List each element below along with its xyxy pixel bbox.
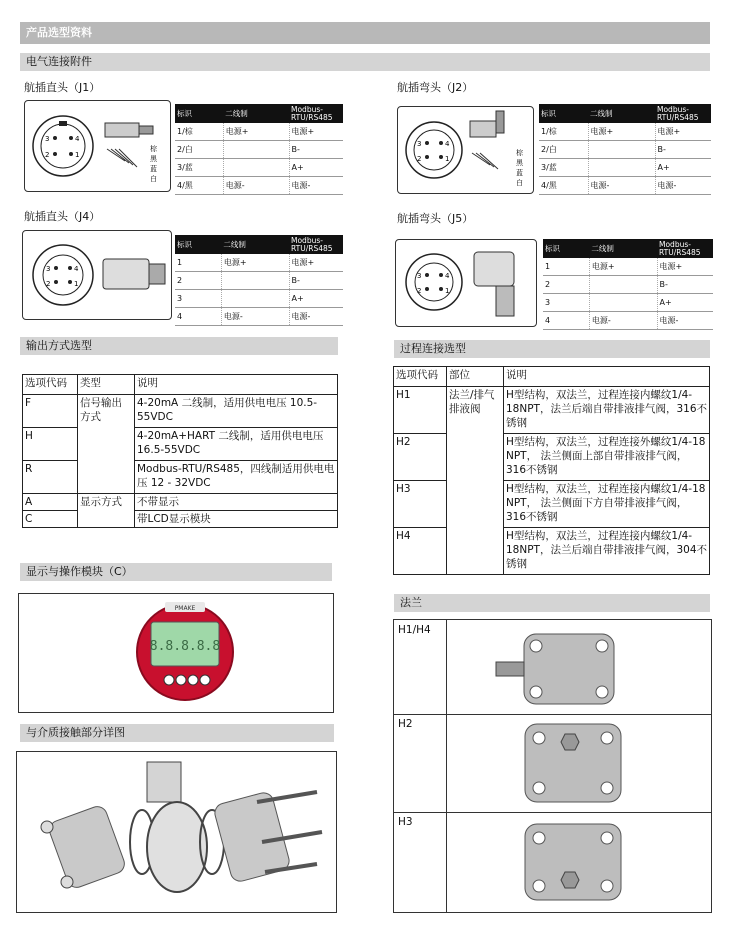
- connector-j2-table: 标识 二线制 Modbus-RTU/RS485 1/棕 电源+ 电源+ 2/白 B- 3/蓝 A+ 4/黑 电源- 电源-: [539, 104, 711, 195]
- display-module-image: [18, 593, 334, 713]
- pin1-label: 1: [75, 151, 80, 159]
- table-row: A 显示方式 不带显示: [23, 494, 338, 511]
- svg-text:黑: 黑: [516, 159, 523, 167]
- table-row: 1/棕 电源+ 电源+: [539, 123, 711, 141]
- svg-text:棕: 棕: [516, 149, 523, 157]
- svg-text:白: 白: [150, 175, 157, 183]
- svg-text:4: 4: [74, 265, 79, 273]
- pin4-label: 4: [75, 135, 80, 143]
- exploded-view-icon: [17, 752, 336, 912]
- page-title: 产品选型资料: [20, 22, 710, 44]
- table-row: 4 电源- 电源-: [543, 312, 713, 330]
- wetted-heading: 与介质接触部分详图: [20, 724, 334, 742]
- table-row: 1 电源+ 电源+: [175, 254, 343, 272]
- svg-text:1: 1: [445, 287, 450, 295]
- flange-label-h3: H3: [398, 816, 413, 828]
- table-row: 3/蓝 A+: [539, 159, 711, 177]
- connector-j4-drawing: [22, 230, 172, 320]
- svg-text:4: 4: [445, 140, 450, 148]
- table-row: 3/蓝 A+: [175, 159, 343, 177]
- flange-heading: 法兰: [394, 594, 710, 612]
- table-row: H4 H型结构，双法兰，过程连接内螺纹1/4-18NPT，法兰后端自带排液排气阀，304不锈钢: [394, 528, 710, 575]
- connector-j4-title: 航插直头（J4）: [24, 210, 101, 223]
- svg-text:4: 4: [445, 272, 450, 280]
- flange-h1-icon: [494, 630, 634, 710]
- svg-text:2: 2: [417, 155, 422, 163]
- connector-j1-drawing: [24, 100, 171, 192]
- flange-label-h2: H2: [398, 718, 413, 730]
- lcd-module-icon: [19, 594, 333, 712]
- connector-j4-table: 标识 二线制 Modbus-RTU/RS485 1 电源+ 电源+ 2 B- 3 A+ 4 电源- 电源-: [175, 235, 343, 326]
- connector-j1-table: 标识 二线制 Modbus-RTU/RS485 1/棕 电源+ 电源+ 2/白 B- 3/蓝 A+ 4/黑 电源- 电源-: [175, 104, 343, 195]
- table-row: 3 A+: [543, 294, 713, 312]
- plug-face-icon: [23, 231, 171, 319]
- table-row: 4/黑 电源- 电源-: [175, 177, 343, 195]
- svg-text:棕: 棕: [150, 145, 157, 153]
- display-heading: 显示与操作模块（C）: [20, 563, 332, 581]
- table-row: H 4-20mA+HART 二线制，适用供电电压16.5-55VDC: [23, 428, 338, 461]
- plug-face-icon: [25, 101, 170, 191]
- svg-text:白: 白: [516, 179, 523, 187]
- pin3-label: 3: [45, 135, 50, 143]
- svg-text:蓝: 蓝: [150, 165, 157, 173]
- svg-text:1: 1: [445, 155, 450, 163]
- output-heading: 输出方式选型: [20, 337, 338, 355]
- svg-text:3: 3: [417, 272, 422, 280]
- flange-image-grid: [393, 619, 712, 913]
- flange-label-h1h4: H1/H4: [398, 624, 431, 636]
- brand-label: PMAKE: [174, 605, 196, 612]
- connector-j1-title: 航插直头（J1）: [24, 81, 101, 94]
- table-row: H1 法兰/排气排液阀 H型结构，双法兰，过程连接内螺纹1/4-18NPT，法兰后端自带排液排气阀，316不锈钢: [394, 387, 710, 434]
- table-row: F 信号输出方式 4-20mA 二线制，适用供电电压 10.5-55VDC: [23, 395, 338, 428]
- svg-text:蓝: 蓝: [516, 169, 523, 177]
- connector-j5-table: 标识 二线制 Modbus-RTU/RS485 1 电源+ 电源+ 2 B- 3 A+ 4 电源- 电源-: [543, 239, 713, 330]
- table-row: C 带LCD显示模块: [23, 511, 338, 528]
- table-row: R Modbus-RTU/RS485，四线制适用供电电压 12 - 32VDC: [23, 461, 338, 494]
- connector-j5-title: 航插弯头（J5）: [397, 212, 474, 225]
- table-row: 2 B-: [543, 276, 713, 294]
- connector-j2-title: 航插弯头（J2）: [397, 81, 474, 94]
- connector-j2-drawing: [397, 106, 534, 194]
- table-row: H3 H型结构，双法兰，过程连接内螺纹1/4-18 NPT， 法兰侧面下方自带排液排气阀，316不锈钢: [394, 481, 710, 528]
- plug-face-icon: [396, 240, 536, 326]
- flange-h3-icon: [519, 820, 629, 906]
- output-table: 选项代码 类型 说明 F 信号输出方式 4-20mA 二线制，适用供电电压 10.5-55VDC H 4-20mA+HART 二线制，适用供电电压16.5-55VDC R Modbus-RTU/RS485，四线制适用供电电压 12 - 32VDC A 显示方式 不带显示 C 带LCD显示模块: [22, 374, 338, 528]
- table-row: 3 A+: [175, 290, 343, 308]
- svg-text:2: 2: [417, 287, 422, 295]
- connector-j5-drawing: [395, 239, 537, 327]
- table-row: 1/棕 电源+ 电源+: [175, 123, 343, 141]
- electrical-heading: 电气连接附件: [20, 53, 710, 71]
- table-row: 2 B-: [175, 272, 343, 290]
- lcd-readout: 8.8.8.8.8: [149, 639, 221, 654]
- table-row: H2 H型结构，双法兰，过程连接外螺纹1/4-18 NPT， 法兰侧面上部自带排液排气阀，316不锈钢: [394, 434, 710, 481]
- table-row: 2/白 B-: [539, 141, 711, 159]
- flange-h2-icon: [519, 720, 629, 808]
- process-table: 选项代码 部位 说明 H1 法兰/排气排液阀 H型结构，双法兰，过程连接内螺纹1/4-18NPT，法兰后端自带排液排气阀，316不锈钢 H2 H型结构，双法兰，过程连接外螺纹1/4-18 NPT， 法兰侧面上部自带排液排气阀，316不锈钢 H3 H型结构，双法兰，过程连接内螺纹1/4-18 NPT， 法兰侧面下方自带排液排气阀，316不锈钢 H4 H型结构，双法兰，过程连接内螺纹1/4-18NPT，法兰后端自带排液排气阀，304不锈钢: [393, 366, 710, 575]
- pin2-label: 2: [45, 151, 50, 159]
- process-heading: 过程连接选型: [394, 340, 710, 358]
- table-row: 1 电源+ 电源+: [543, 258, 713, 276]
- table-row: 4 电源- 电源-: [175, 308, 343, 326]
- svg-text:3: 3: [417, 140, 422, 148]
- table-row: 4/黑 电源- 电源-: [539, 177, 711, 195]
- plug-face-icon: [398, 107, 533, 193]
- svg-text:2: 2: [46, 280, 51, 288]
- svg-text:黑: 黑: [150, 155, 157, 163]
- svg-text:3: 3: [46, 265, 51, 273]
- svg-text:1: 1: [74, 280, 79, 288]
- wetted-parts-image: [16, 751, 337, 913]
- table-row: 2/白 B-: [175, 141, 343, 159]
